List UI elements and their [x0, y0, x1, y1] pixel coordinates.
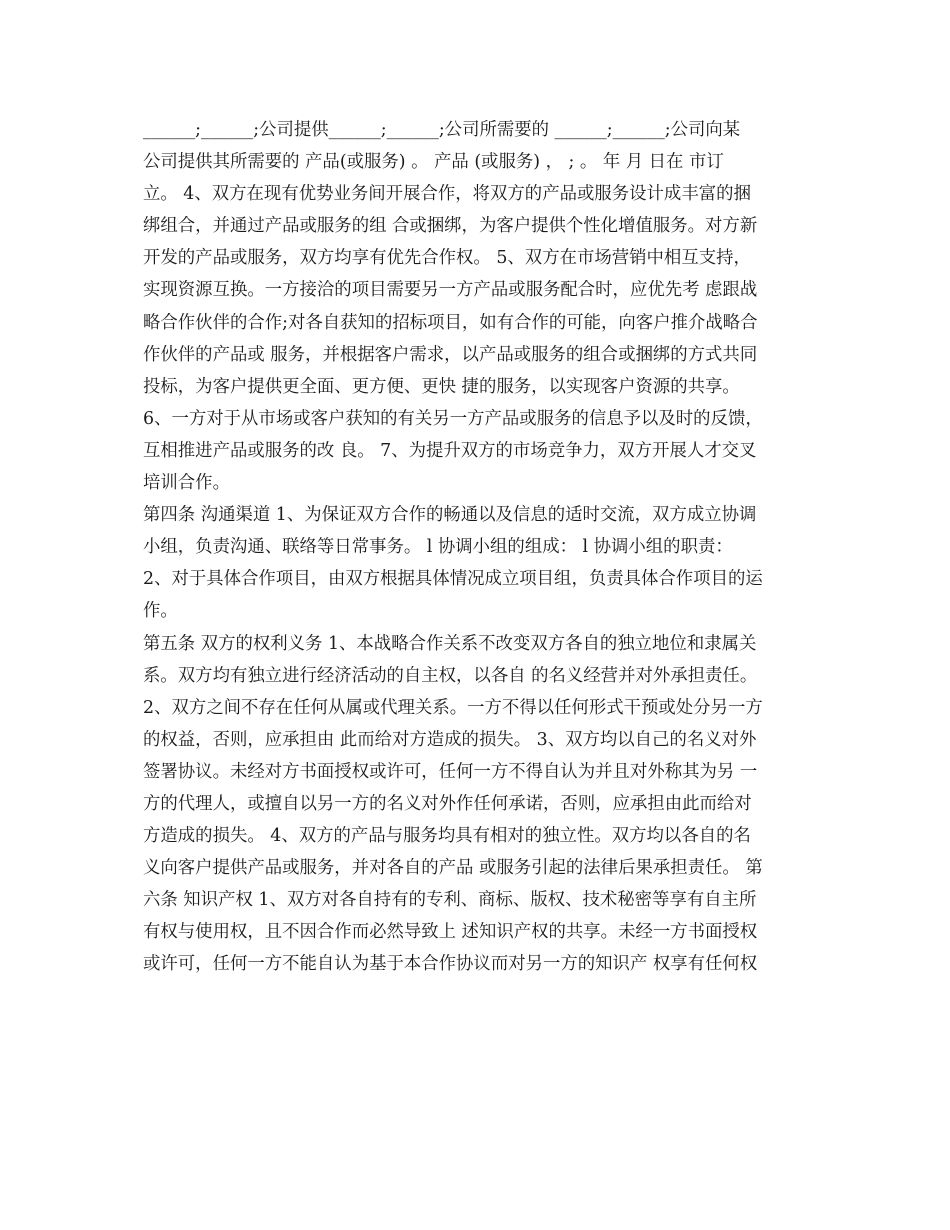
- text-line: 第四条 沟通渠道 1、为保证双方合作的畅通以及信息的适时交流，双方成立协调: [143, 505, 757, 526]
- text-line: 6、一方对于从市场或客户获知的有关另一方产品或服务的信息予以及时的反馈，: [143, 408, 763, 429]
- text-line: 小组，负责沟通、联络等日常事务。 l 协调小组的组成： l 协调小组的职责：: [143, 537, 733, 558]
- text-line: 开发的产品或服务，双方均享有优先合作权。 5、双方在市场营销中相互支持，: [143, 248, 751, 269]
- text-line: 方的代理人，或擅自以另一方的名义对外作任何承诺，否则，应承担由此而给对: [143, 793, 752, 814]
- text-line: 公司提供其所需要的 产品(或服务) 。 产品 (或服务) ， ; 。 年 月 日在 市订: [143, 152, 724, 173]
- text-line: 方造成的损失。 4、双方的产品与服务均具有相对的独立性。双方均以各自的名: [143, 826, 751, 847]
- text-line: 的权益，否则，应承担由 此而给对方造成的损失。 3、双方均以自己的名义对外: [143, 729, 757, 750]
- text-line: 投标，为客户提供更全面、更方便、更快 捷的服务，以实现客户资源的共享。: [143, 376, 740, 397]
- text-line: 2、对于具体合作项目，由双方根据具体情况成立项目组，负责具体合作项目的运: [143, 569, 763, 590]
- text-line: 签署协议。未经对方书面授权或许可，任何一方不得自认为并且对外称其为另 一: [143, 761, 758, 782]
- text-line: 2、双方之间不存在任何从属或代理关系。一方不得以任何形式干预或处分另一方: [143, 697, 763, 718]
- text-line: 培训合作。: [143, 473, 230, 494]
- text-line: 第五条 双方的权利义务 1、本战略合作关系不改变双方各自的独立地位和隶属关: [143, 633, 757, 654]
- text-line: 系。双方均有独立进行经济活动的自主权，以各自 的名义经营并对外承担责任。: [143, 665, 758, 686]
- text-line: 互相推进产品或服务的改 良。 7、为提升双方的市场竞争力，双方开展人才交叉: [143, 440, 757, 461]
- text-line: 有权与使用权，且不因合作而必然导致上 述知识产权的共享。未经一方书面授权: [143, 922, 758, 943]
- text-line: 略合作伙伴的合作;对各自获知的招标项目，如有合作的可能，向客户推介战略合: [143, 312, 758, 333]
- text-line: 六条 知识产权 1、双方对各自持有的专利、商标、版权、技术秘密等享有自主所: [143, 890, 757, 911]
- text-line: 作伙伴的产品或 服务，并根据客户需求，以产品或服务的组合或捆绑的方式共同: [143, 344, 758, 365]
- text-line: 或许可，任何一方不能自认为基于本合作协议而对另一方的知识产 权享有任何权: [143, 954, 758, 975]
- text-line: 绑组合，并通过产品或服务的组 合或捆绑，为客户提供个性化增值服务。对方新: [143, 216, 758, 237]
- text-line: 义向客户提供产品或服务，并对各自的产品 或服务引起的法律后果承担责任。 第: [143, 858, 763, 879]
- text-line: 作。: [143, 601, 178, 622]
- text-line: 立。 4、双方在现有优势业务间开展合作，将双方的产品或服务设计成丰富的捆: [143, 184, 751, 205]
- text-line: ______;______;公司提供______;______;公司所需要的 ______;______;公司向某: [143, 120, 741, 140]
- document-body: [143, 114, 805, 981]
- text-line: 实现资源互换。一方接洽的项目需要另一方产品或服务配合时，应优先考 虑跟战: [143, 280, 758, 301]
